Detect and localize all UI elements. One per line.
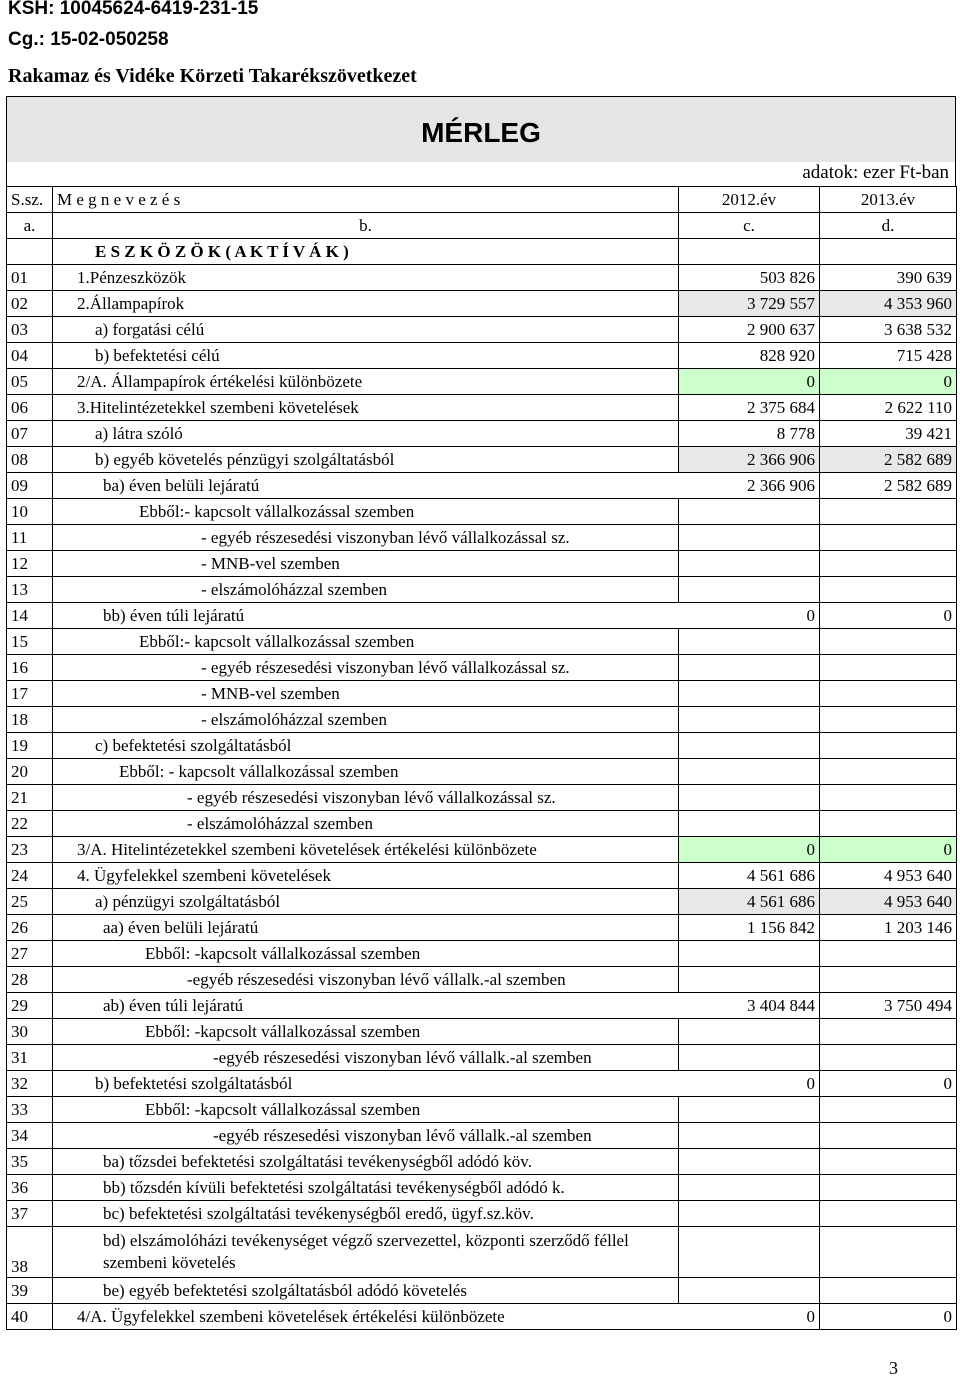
value-2013 xyxy=(820,941,957,967)
row-label: bb) tőzsdén kívüli befektetési szolgáltatási tevékenységből adódó k. xyxy=(53,1175,679,1201)
value-2013 xyxy=(820,1201,957,1227)
value-2013: 0 xyxy=(820,603,957,629)
row-label: b) egyéb követelés pénzügyi szolgáltatásból xyxy=(53,447,679,473)
table-row xyxy=(7,395,957,421)
value-2012 xyxy=(679,1045,820,1071)
value-2012: 0 xyxy=(679,1071,820,1097)
value-2013: 0 xyxy=(820,837,957,863)
row-label: - egyéb részesedési viszonyban lévő vállalkozással sz. xyxy=(53,785,679,811)
row-number: 32 xyxy=(7,1071,53,1097)
value-2013 xyxy=(820,1149,957,1175)
table-row xyxy=(7,707,957,733)
value-2013 xyxy=(820,1227,957,1278)
ksh-number: KSH: 10045624-6419-231-15 xyxy=(8,0,259,19)
table-row xyxy=(7,1019,957,1045)
row-label: 2.Állampapírok xyxy=(53,291,679,317)
value-2013: 0 xyxy=(820,1304,957,1330)
row-number: 06 xyxy=(7,395,53,421)
section-row xyxy=(7,239,957,265)
value-2012: 0 xyxy=(679,837,820,863)
value-2012 xyxy=(679,499,820,525)
value-2013 xyxy=(820,1175,957,1201)
value-2013 xyxy=(820,681,957,707)
value-2012 xyxy=(679,1097,820,1123)
value-2013: 2 622 110 xyxy=(820,395,957,421)
row-label: -egyéb részesedési viszonyban lévő vállalk.-al szemben xyxy=(53,1045,679,1071)
row-label: 4. Ügyfelekkel szembeni követelések xyxy=(53,863,679,889)
row-number: 39 xyxy=(7,1278,53,1304)
row-number: 16 xyxy=(7,655,53,681)
table-row xyxy=(7,265,957,291)
table-row xyxy=(7,499,957,525)
value-2012 xyxy=(679,655,820,681)
row-label: 4/A. Ügyfelekkel szembeni követelések értékelési különbözete xyxy=(53,1304,679,1330)
row-number: 40 xyxy=(7,1304,53,1330)
value-2013 xyxy=(820,1278,957,1304)
value-2012: 2 900 637 xyxy=(679,317,820,343)
table-row xyxy=(7,733,957,759)
row-label: Ebből:- kapcsolt vállalkozással szemben xyxy=(53,499,679,525)
value-2013 xyxy=(820,1097,957,1123)
row-label: - elszámolóházzal szemben xyxy=(53,707,679,733)
value-2013: 0 xyxy=(820,369,957,395)
row-label: ba) éven belüli lejáratú xyxy=(53,473,679,499)
row-number: 08 xyxy=(7,447,53,473)
table-row xyxy=(7,369,957,395)
row-label: - egyéb részesedési viszonyban lévő vállalkozással sz. xyxy=(53,525,679,551)
value-2012 xyxy=(679,1149,820,1175)
col-header-name: M e g n e v e z é s xyxy=(53,187,679,213)
table-row xyxy=(7,473,957,499)
row-number: 28 xyxy=(7,967,53,993)
row-number: 31 xyxy=(7,1045,53,1071)
row-label: b) befektetési szolgáltatásból xyxy=(53,1071,679,1097)
table-row xyxy=(7,1278,957,1304)
value-2013: 0 xyxy=(820,1071,957,1097)
value-2013: 4 953 640 xyxy=(820,889,957,915)
row-number: 20 xyxy=(7,759,53,785)
table-row xyxy=(7,577,957,603)
row-number: 14 xyxy=(7,603,53,629)
row-label: bd) elszámolóházi tevékenységet végző szervezettel, központi szerződő féllel szembeni követelés xyxy=(53,1227,679,1278)
row-number: 13 xyxy=(7,577,53,603)
row-label: - MNB-vel szemben xyxy=(53,551,679,577)
page-title: MÉRLEG xyxy=(421,117,541,148)
value-2012: 4 561 686 xyxy=(679,863,820,889)
table-row xyxy=(7,863,957,889)
value-2013: 390 639 xyxy=(820,265,957,291)
value-2012 xyxy=(679,551,820,577)
row-number: 25 xyxy=(7,889,53,915)
row-label: Ebből:- kapcsolt vállalkozással szemben xyxy=(53,629,679,655)
row-number: 26 xyxy=(7,915,53,941)
row-number: 17 xyxy=(7,681,53,707)
value-2013: 715 428 xyxy=(820,343,957,369)
letter-b: b. xyxy=(53,213,679,239)
value-2013 xyxy=(820,629,957,655)
row-number: 18 xyxy=(7,707,53,733)
table-row xyxy=(7,889,957,915)
section-title: E S Z K Ö Z Ö K ( A K T Í V Á K ) xyxy=(53,239,679,265)
value-2013: 4 953 640 xyxy=(820,863,957,889)
table-row xyxy=(7,967,957,993)
row-number: 07 xyxy=(7,421,53,447)
col-header-2012: 2012.év xyxy=(679,187,820,213)
value-2013: 2 582 689 xyxy=(820,473,957,499)
table-row xyxy=(7,1149,957,1175)
value-2013 xyxy=(820,785,957,811)
row-number: 34 xyxy=(7,1123,53,1149)
row-number: 36 xyxy=(7,1175,53,1201)
balance-table xyxy=(6,186,957,1330)
row-number: 02 xyxy=(7,291,53,317)
value-2012 xyxy=(679,1175,820,1201)
value-2012 xyxy=(679,785,820,811)
row-label: - egyéb részesedési viszonyban lévő vállalkozással sz. xyxy=(53,655,679,681)
value-2012: 2 366 906 xyxy=(679,473,820,499)
row-label: - elszámolóházzal szemben xyxy=(53,811,679,837)
value-2013 xyxy=(820,733,957,759)
title-band xyxy=(6,96,956,162)
value-2012 xyxy=(679,967,820,993)
value-2012 xyxy=(679,1227,820,1278)
value-2012: 3 729 557 xyxy=(679,291,820,317)
value-2013: 4 353 960 xyxy=(820,291,957,317)
table-row xyxy=(7,291,957,317)
value-2013: 3 750 494 xyxy=(820,993,957,1019)
value-2013: 1 203 146 xyxy=(820,915,957,941)
letter-c: c. xyxy=(679,213,820,239)
row-label: bb) éven túli lejáratú xyxy=(53,603,679,629)
row-label: -egyéb részesedési viszonyban lévő vállalk.-al szemben xyxy=(53,1123,679,1149)
value-2013 xyxy=(820,707,957,733)
table-row xyxy=(7,525,957,551)
balance-sheet xyxy=(6,96,956,1330)
value-2013 xyxy=(820,499,957,525)
table-row xyxy=(7,603,957,629)
value-2012: 0 xyxy=(679,1304,820,1330)
row-number: 24 xyxy=(7,863,53,889)
row-number: 29 xyxy=(7,993,53,1019)
row-number: 15 xyxy=(7,629,53,655)
row-label: c) befektetési szolgáltatásból xyxy=(53,733,679,759)
table-row xyxy=(7,551,957,577)
value-2012: 503 826 xyxy=(679,265,820,291)
row-number: 09 xyxy=(7,473,53,499)
table-row xyxy=(7,1175,957,1201)
row-number: 19 xyxy=(7,733,53,759)
row-number: 04 xyxy=(7,343,53,369)
row-number: 11 xyxy=(7,525,53,551)
table-row xyxy=(7,1097,957,1123)
value-2013 xyxy=(820,655,957,681)
value-2012 xyxy=(679,811,820,837)
company-name: Rakamaz és Vidéke Körzeti Takarékszövetkezet xyxy=(8,65,417,87)
table-row xyxy=(7,629,957,655)
col-header-2013: 2013.év xyxy=(820,187,957,213)
value-2012: 8 778 xyxy=(679,421,820,447)
value-2012 xyxy=(679,1123,820,1149)
letter-d: d. xyxy=(820,213,957,239)
letter-row xyxy=(7,213,957,239)
row-label: 3/A. Hitelintézetekkel szembeni követelések értékelési különbözete xyxy=(53,837,679,863)
row-number: 23 xyxy=(7,837,53,863)
table-row xyxy=(7,993,957,1019)
row-label: - elszámolóházzal szemben xyxy=(53,577,679,603)
value-2013 xyxy=(820,525,957,551)
company-registration-number: Cg.: 15-02-050258 xyxy=(8,29,169,50)
table-row xyxy=(7,421,957,447)
row-number: 05 xyxy=(7,369,53,395)
table-row xyxy=(7,837,957,863)
table-row xyxy=(7,785,957,811)
row-label: 1.Pénzeszközök xyxy=(53,265,679,291)
table-row xyxy=(7,759,957,785)
table-row xyxy=(7,1227,957,1278)
row-label: bc) befektetési szolgáltatási tevékenységből eredő, ügyf.sz.köv. xyxy=(53,1201,679,1227)
row-label: 2/A. Állampapírok értékelési különbözete xyxy=(53,369,679,395)
value-2012 xyxy=(679,577,820,603)
row-label: Ebből: -kapcsolt vállalkozással szemben xyxy=(53,1097,679,1123)
row-number: 10 xyxy=(7,499,53,525)
value-2012 xyxy=(679,681,820,707)
row-label: ab) éven túli lejáratú xyxy=(53,993,679,1019)
value-2012 xyxy=(679,1019,820,1045)
value-2012 xyxy=(679,941,820,967)
row-number: 12 xyxy=(7,551,53,577)
letter-a: a. xyxy=(7,213,53,239)
value-2013 xyxy=(820,759,957,785)
row-label: Ebből: -kapcsolt vállalkozással szemben xyxy=(53,941,679,967)
row-number: 35 xyxy=(7,1149,53,1175)
row-label: -egyéb részesedési viszonyban lévő vállalk.-al szemben xyxy=(53,967,679,993)
value-2013: 2 582 689 xyxy=(820,447,957,473)
row-number: 22 xyxy=(7,811,53,837)
col-header-ssz: S.sz. xyxy=(7,187,53,213)
table-row xyxy=(7,1071,957,1097)
table-row xyxy=(7,655,957,681)
row-number: 37 xyxy=(7,1201,53,1227)
unit-note: adatok: ezer Ft-ban xyxy=(6,162,956,186)
row-label: b) befektetési célú xyxy=(53,343,679,369)
value-2012 xyxy=(679,707,820,733)
row-label: 3.Hitelintézetekkel szembeni követelések xyxy=(53,395,679,421)
value-2012: 0 xyxy=(679,603,820,629)
value-2012 xyxy=(679,1201,820,1227)
value-2013: 3 638 532 xyxy=(820,317,957,343)
row-number: 21 xyxy=(7,785,53,811)
row-label: - MNB-vel szemben xyxy=(53,681,679,707)
row-label: be) egyéb befektetési szolgáltatásból adódó követelés xyxy=(53,1278,679,1304)
table-row xyxy=(7,1201,957,1227)
row-label: a) pénzügyi szolgáltatásból xyxy=(53,889,679,915)
row-number: 27 xyxy=(7,941,53,967)
value-2012 xyxy=(679,629,820,655)
row-number: 30 xyxy=(7,1019,53,1045)
row-number: 01 xyxy=(7,265,53,291)
value-2012: 2 366 906 xyxy=(679,447,820,473)
value-2013 xyxy=(820,811,957,837)
row-number: 03 xyxy=(7,317,53,343)
table-row xyxy=(7,941,957,967)
row-label: a) forgatási célú xyxy=(53,317,679,343)
value-2013 xyxy=(820,1123,957,1149)
value-2012: 4 561 686 xyxy=(679,889,820,915)
row-label: aa) éven belüli lejáratú xyxy=(53,915,679,941)
row-number: 38 xyxy=(7,1227,53,1278)
value-2013 xyxy=(820,551,957,577)
table-row xyxy=(7,1304,957,1330)
table-row xyxy=(7,343,957,369)
row-number: 33 xyxy=(7,1097,53,1123)
value-2012 xyxy=(679,1278,820,1304)
value-2012 xyxy=(679,525,820,551)
row-label: a) látra szóló xyxy=(53,421,679,447)
value-2012: 2 375 684 xyxy=(679,395,820,421)
table-row xyxy=(7,1123,957,1149)
value-2012: 3 404 844 xyxy=(679,993,820,1019)
row-label: ba) tőzsdei befektetési szolgáltatási tevékenységből adódó köv. xyxy=(53,1149,679,1175)
value-2012: 1 156 842 xyxy=(679,915,820,941)
value-2013 xyxy=(820,1019,957,1045)
table-row xyxy=(7,447,957,473)
value-2012 xyxy=(679,733,820,759)
value-2013 xyxy=(820,967,957,993)
value-2012: 0 xyxy=(679,369,820,395)
value-2013: 39 421 xyxy=(820,421,957,447)
value-2013 xyxy=(820,1045,957,1071)
table-row xyxy=(7,681,957,707)
page-number: 3 xyxy=(889,1358,898,1378)
value-2013 xyxy=(820,577,957,603)
table-row xyxy=(7,1045,957,1071)
table-row xyxy=(7,317,957,343)
row-label: Ebből: - kapcsolt vállalkozással szemben xyxy=(53,759,679,785)
row-label: Ebből: -kapcsolt vállalkozással szemben xyxy=(53,1019,679,1045)
value-2012: 828 920 xyxy=(679,343,820,369)
column-header-row xyxy=(7,187,957,213)
table-row xyxy=(7,915,957,941)
value-2012 xyxy=(679,759,820,785)
table-row xyxy=(7,811,957,837)
